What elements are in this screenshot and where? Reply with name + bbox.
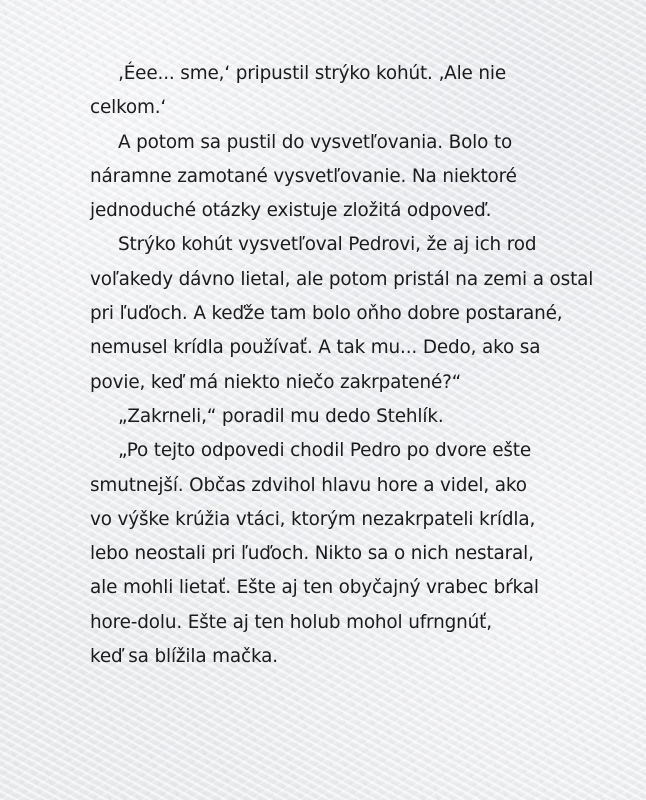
text-line: nemusel krídla používať. A tak mu... Dedo, ako sa xyxy=(90,337,541,359)
paragraph xyxy=(90,434,620,674)
text-line: ale mohli lietať. Ešte aj ten obyčajný vrabec bŕkal xyxy=(90,577,539,599)
paragraph xyxy=(90,228,620,399)
text-line: jednoduché otázky existuje zložitá odpoveď. xyxy=(90,200,492,222)
text-line: „Po tejto odpovedi chodil Pedro po dvore ešte xyxy=(118,440,532,462)
text-line: náramne zamotané vysvetľovanie. Na niektoré xyxy=(90,165,517,187)
paragraph xyxy=(90,57,620,126)
text-line: povie, keď má niekto niečo zakrpatené?“ xyxy=(90,371,462,393)
book-page-text xyxy=(90,57,620,674)
text-line: pri ľuďoch. A keďže tam bolo oňho dobre postarané, xyxy=(90,303,563,325)
text-line: A potom sa pustil do vysvetľovania. Bolo to xyxy=(118,131,513,153)
text-line: „Zakrneli,“ poradil mu dedo Stehlík. xyxy=(118,405,444,427)
paragraph xyxy=(90,126,620,229)
text-line: voľakedy dávno lietal, ale potom pristál na zemi a ostal xyxy=(90,268,594,290)
text-line: smutnejší. Občas zdvihol hlavu hore a videl, ako xyxy=(90,474,527,496)
text-line: vo výške krúžia vtáci, ktorým nezakrpateli krídla, xyxy=(90,508,536,530)
text-line: ‚Éee... sme,‘ pripustil strýko kohút. ‚Ale nie xyxy=(118,63,507,84)
text-line: keď sa blížila mačka. xyxy=(90,646,278,668)
text-line: hore-dolu. Ešte aj ten holub mohol ufrngnúť, xyxy=(90,611,492,633)
text-line: lebo neostali pri ľuďoch. Nikto sa o nich nestaral, xyxy=(90,543,534,565)
text-line: celkom.‘ xyxy=(90,97,167,119)
paragraph xyxy=(90,400,620,434)
text-line: Strýko kohút vysvetľoval Pedrovi, že aj ich rod xyxy=(118,234,537,256)
